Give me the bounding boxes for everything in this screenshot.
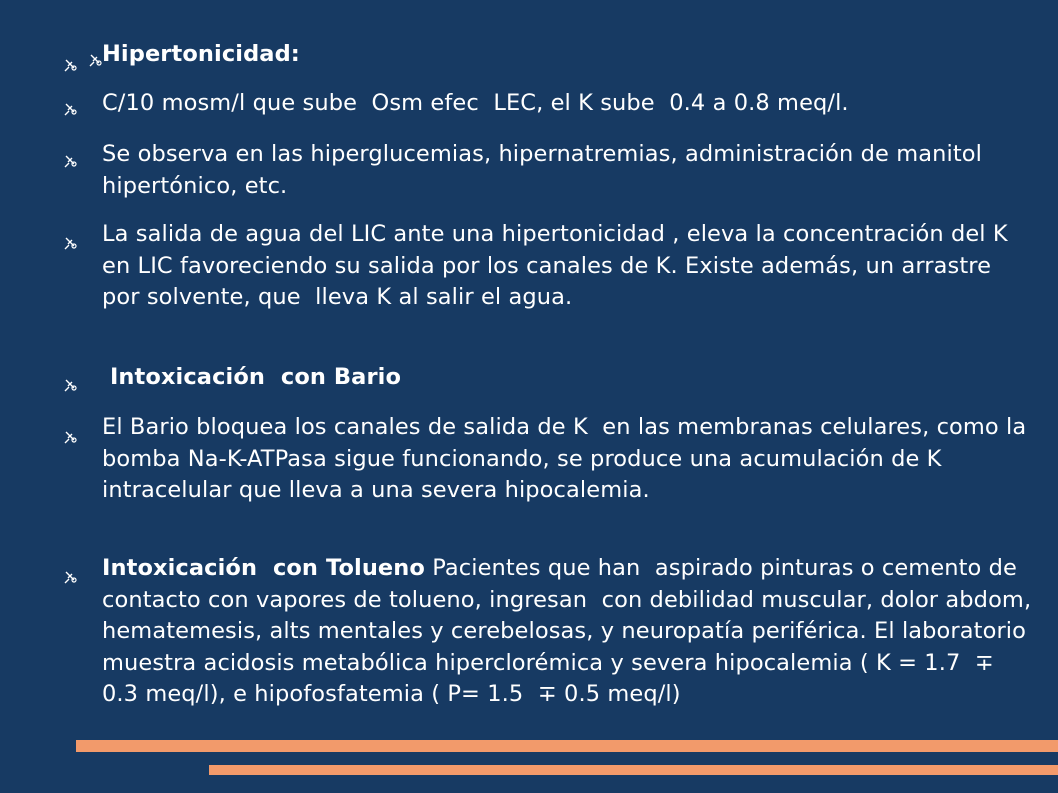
bullet-body-tolueno: Pacientes que han aspirado pinturas o cemento de contacto con vapores de tolueno, ingresan con debilidad muscular, dolor abdom, hematemesis, alts mentales y cerebelosas, y neuropatía periférica. El laboratorio muestra acidosis metabólica hiperclorémica y severa hipocalemia ( K = 1.7 ∓ 0.3 meq/l), e hipofosfatemia ( P= 1.5 ∓ 0.5 meq/l) bbox=[102, 555, 1039, 707]
bullet-text: C/10 mosm/l que sube Osm efec LEC, el K sube 0.4 a 0.8 meq/l. bbox=[102, 90, 849, 116]
bullet-heading-tolueno: Intoxicación con Tolueno bbox=[102, 555, 425, 581]
pin-bullet-icon bbox=[63, 153, 79, 169]
bullet-heading-bario: Intoxicación con Bario bbox=[102, 364, 402, 390]
bullet-text-tolueno bbox=[102, 553, 1039, 711]
pin-bullet-icon bbox=[63, 429, 79, 445]
bullet-text: El Bario bloquea los canales de salida de K en las membranas celulares, como la bomba Na-K-ATPasa sigue funcionando, se produce una acumulación de K intracelular que lleva a una severa hipocalemia. bbox=[102, 414, 1034, 503]
bullet-text: La salida de agua del LIC ante una hipertonicidad , eleva la concentración del K en LIC favoreciendo su salida por los canales de K. Existe además, un arrastre por solvente, que lleva K al salir el agua. bbox=[102, 221, 1016, 310]
pin-bullet-icon bbox=[63, 57, 79, 73]
accent-bar-bottom bbox=[209, 765, 1058, 775]
pin-bullet-icon bbox=[63, 569, 79, 585]
accent-bar-top bbox=[76, 740, 1058, 752]
pin-bullet-icon bbox=[63, 101, 79, 117]
bullet-heading-hipertonicidad: Hipertonicidad: bbox=[102, 41, 300, 67]
pin-bullet-icon bbox=[63, 235, 79, 251]
pin-bullet-icon bbox=[63, 377, 79, 393]
bullet-text: Se observa en las hiperglucemias, hipernatremias, administración de manitol hipertónico, etc. bbox=[102, 141, 990, 199]
